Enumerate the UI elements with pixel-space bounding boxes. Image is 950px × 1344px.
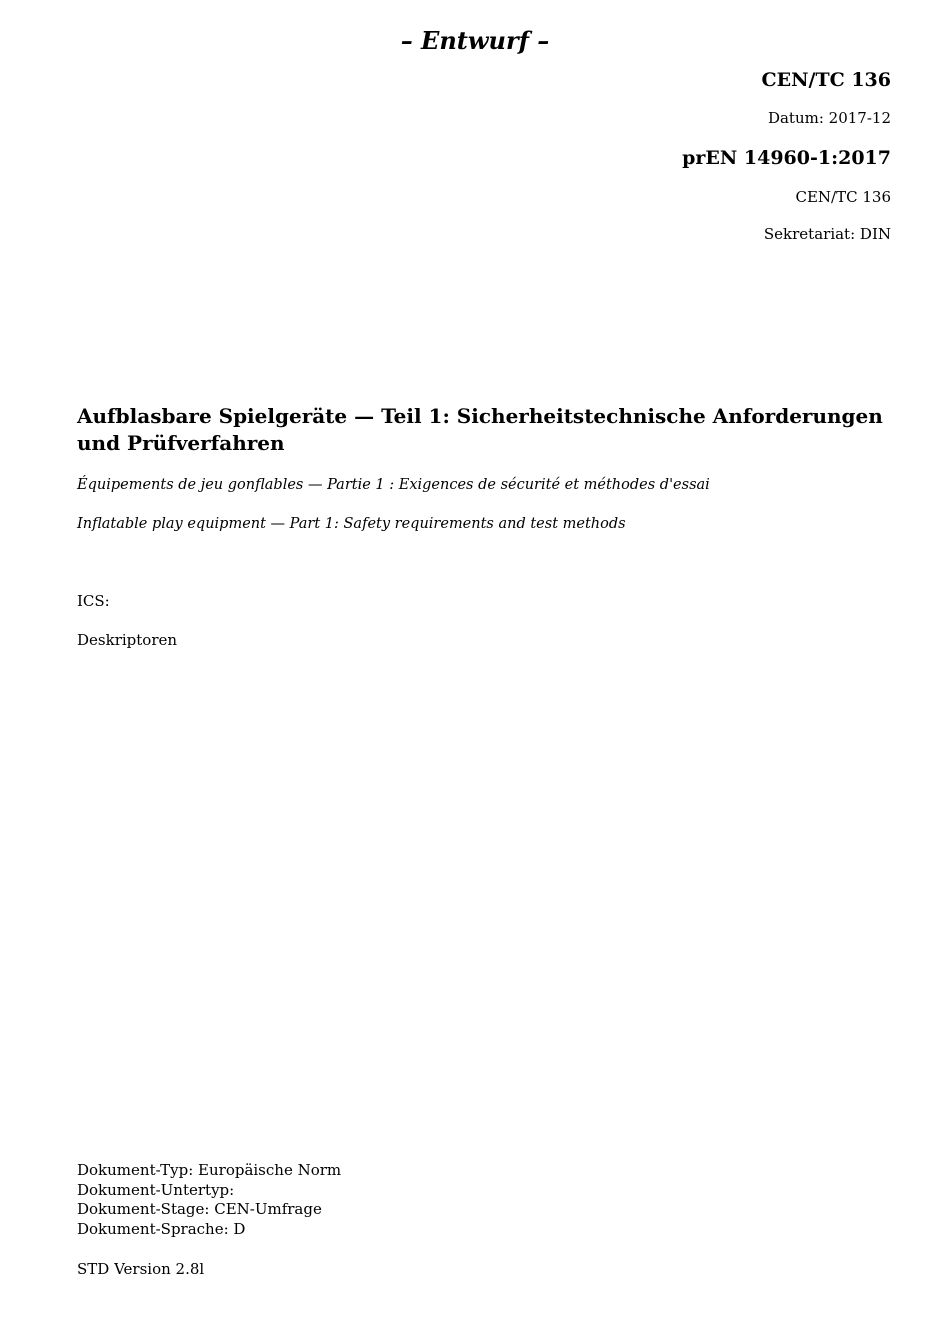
document-info-block xyxy=(77,1161,341,1239)
document-title-french: Équipements de jeu gonflables — Partie 1 : Exigences de sécurité et méthodes d'essai xyxy=(77,477,710,493)
document-title-german: Aufblasbare Spielgeräte — Teil 1: Sicherheitstechnische Anforderungen und Prüfverfahren xyxy=(77,404,883,455)
std-version: STD Version 2.8l xyxy=(77,1260,205,1278)
committee-reference: CEN/TC 136 xyxy=(795,188,891,206)
document-subtype: Dokument-Untertyp: xyxy=(77,1180,235,1199)
document-language: Dokument-Sprache: D xyxy=(77,1219,246,1238)
document-type: Dokument-Typ: Europäische Norm xyxy=(77,1161,342,1179)
draft-watermark-label: – Entwurf – xyxy=(400,26,550,55)
document-stage: Dokument-Stage: CEN-Umfrage xyxy=(77,1200,322,1218)
document-number: prEN 14960-1:2017 xyxy=(682,147,891,169)
secretariat: Sekretariat: DIN xyxy=(763,225,891,243)
document-title-english: Inflatable play equipment — Part 1: Safety requirements and test methods xyxy=(77,516,626,532)
ics-label: ICS: xyxy=(77,592,110,610)
descriptors-label: Deskriptoren xyxy=(77,631,178,649)
committee-heading: CEN/TC 136 xyxy=(761,69,891,91)
document-date: Datum: 2017-12 xyxy=(767,109,891,127)
